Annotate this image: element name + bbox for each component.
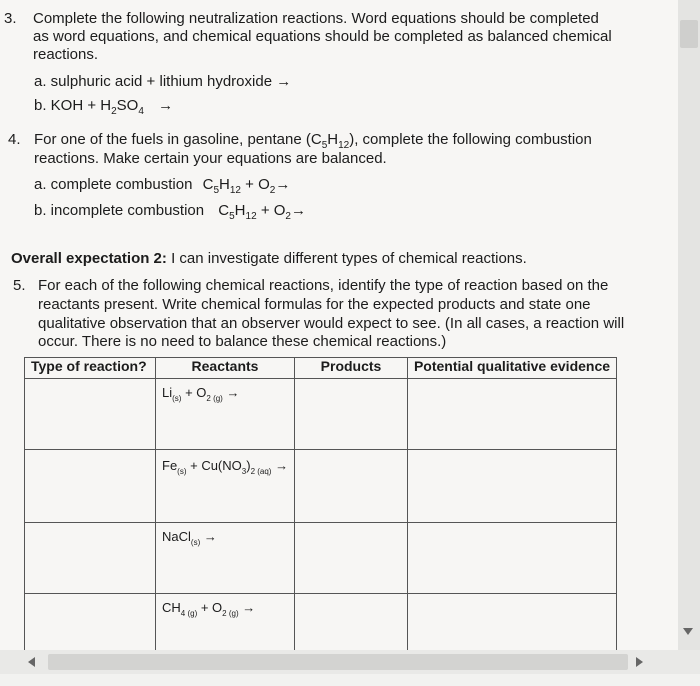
header-evidence: Potential qualitative evidence <box>408 358 617 379</box>
vertical-scroll-thumb[interactable] <box>680 20 698 48</box>
reactant-fe-state: (s) <box>177 467 187 476</box>
q3-b-text: b. KOH + H <box>34 97 112 114</box>
header-products: Products <box>295 358 408 379</box>
q4-b-o-sub: 2 <box>285 211 291 222</box>
reactant-o2: + O <box>181 385 207 400</box>
reactants-cell <box>156 379 295 450</box>
q3-part-b <box>34 97 174 117</box>
reaction-arrow: → <box>271 458 289 473</box>
type-cell[interactable] <box>25 379 156 450</box>
table-row <box>25 379 617 450</box>
reactants-cell <box>156 450 295 523</box>
q4-b-arrow: → <box>290 202 306 219</box>
q4-b-c: C <box>218 202 230 219</box>
reactants-cell <box>156 523 295 594</box>
q4-b-o: + O <box>260 202 286 219</box>
scroll-down-arrow-icon[interactable] <box>683 628 693 635</box>
reactant-li-state: (s) <box>172 394 182 403</box>
reactant-o2-state: 2 (g) <box>222 609 239 618</box>
reactant-nitrate-sub: 3 <box>241 467 247 476</box>
q4-a-h-sub: 12 <box>229 185 241 196</box>
q4-a-o-sub: 2 <box>269 185 276 196</box>
q4-l1-mid: H <box>327 131 339 148</box>
q5-line-1: For each of the following chemical reactions, identify the type of reaction based on the <box>38 277 609 294</box>
q4-line-1 <box>34 131 592 151</box>
table-row <box>25 450 617 523</box>
reactant-o2-state: 2 (g) <box>206 394 223 403</box>
q4-b-h-sub: 12 <box>245 211 257 222</box>
type-cell[interactable] <box>25 523 156 594</box>
overall-expectation <box>11 250 527 267</box>
q3-line-3: reactions. <box>33 46 99 63</box>
q4-l1-sub1: 5 <box>321 140 328 151</box>
reactant-nacl-state: (s) <box>190 538 201 547</box>
q3-b-mid: SO <box>116 97 139 114</box>
evidence-cell[interactable] <box>408 379 617 450</box>
reactant-li: Li <box>162 385 173 400</box>
reactant-cu-nitrate: + Cu(NO <box>186 458 242 473</box>
reactant-o2: + O <box>197 600 223 615</box>
reactant-ch4-state: 4 (g) <box>180 609 198 618</box>
q4-l1-post: ), complete the following combustion <box>349 131 592 148</box>
products-cell[interactable] <box>295 450 408 523</box>
header-type: Type of reaction? <box>25 358 156 379</box>
reactant-cu-state: 2 (aq) <box>250 467 272 476</box>
q4-b-label: b. incomplete combustion <box>34 202 205 219</box>
evidence-cell[interactable] <box>408 450 617 523</box>
q3-number: 3. <box>4 10 17 27</box>
reactant-paren: ) <box>246 458 251 473</box>
scroll-left-arrow-icon[interactable] <box>28 657 35 667</box>
reaction-table <box>24 357 617 665</box>
q4-a-label: a. complete combustion <box>34 176 193 193</box>
q5-line-4: occur. There is no need to balance these chemical reactions.) <box>38 333 447 350</box>
bottom-edge <box>0 674 700 686</box>
q4-a-equation <box>202 176 291 196</box>
products-cell[interactable] <box>295 523 408 594</box>
q4-part-a <box>34 176 291 196</box>
q5-line-3: qualitative observation that an observer would expect to see. (In all cases, a reaction will <box>38 315 625 332</box>
type-cell[interactable] <box>25 450 156 523</box>
q4-line-2: reactions. Make certain your equations are balanced. <box>34 150 387 167</box>
horizontal-scroll-thumb[interactable] <box>48 654 628 670</box>
q4-number: 4. <box>8 131 21 148</box>
reactant-nacl: NaCl <box>162 529 191 544</box>
q4-a-h: H <box>219 176 230 193</box>
q4-a-arrow: → <box>275 176 291 193</box>
q4-l1-pre: For one of the fuels in gasoline, pentane (C <box>34 131 322 148</box>
expectation-label: Overall expectation 2: <box>11 250 167 267</box>
table-row <box>25 523 617 594</box>
q4-b-c-sub: 5 <box>229 211 235 222</box>
q4-b-h: H <box>234 202 246 219</box>
q4-b-equation <box>218 202 306 222</box>
q4-l1-sub2: 12 <box>338 140 350 151</box>
reactant-fe: Fe <box>162 458 178 473</box>
products-cell[interactable] <box>295 379 408 450</box>
q3-line-1: Complete the following neutralization reactions. Word equations should be completed <box>33 10 599 27</box>
q5-line-2: reactants present. Write chemical formulas for the expected products and state one <box>38 296 591 313</box>
q3-part-a: a. sulphuric acid + lithium hydroxide → <box>34 73 292 90</box>
q5-number: 5. <box>13 277 26 294</box>
vertical-scrollbar[interactable] <box>678 0 700 650</box>
q4-part-b <box>34 202 306 222</box>
reaction-arrow: → <box>200 529 217 544</box>
q3-b-sub2: 4 <box>138 106 144 117</box>
q3-line-2: as word equations, and chemical equations should be completed as balanced chemical <box>33 28 612 45</box>
scroll-right-arrow-icon[interactable] <box>636 657 643 667</box>
q4-a-c-sub: 5 <box>213 185 219 196</box>
table-header-row <box>25 358 617 379</box>
reaction-arrow: → <box>222 385 240 400</box>
q4-a-o: + O <box>245 176 270 193</box>
q4-a-c: C <box>202 176 214 193</box>
expectation-text: I can investigate different types of chemical reactions. <box>166 250 527 267</box>
reactant-ch4: CH <box>162 600 181 615</box>
evidence-cell[interactable] <box>408 523 617 594</box>
reaction-arrow: → <box>238 600 256 615</box>
header-reactants: Reactants <box>156 358 295 379</box>
q3-b-arrow: → <box>158 97 174 114</box>
q3-b-sub1: 2 <box>111 106 117 117</box>
